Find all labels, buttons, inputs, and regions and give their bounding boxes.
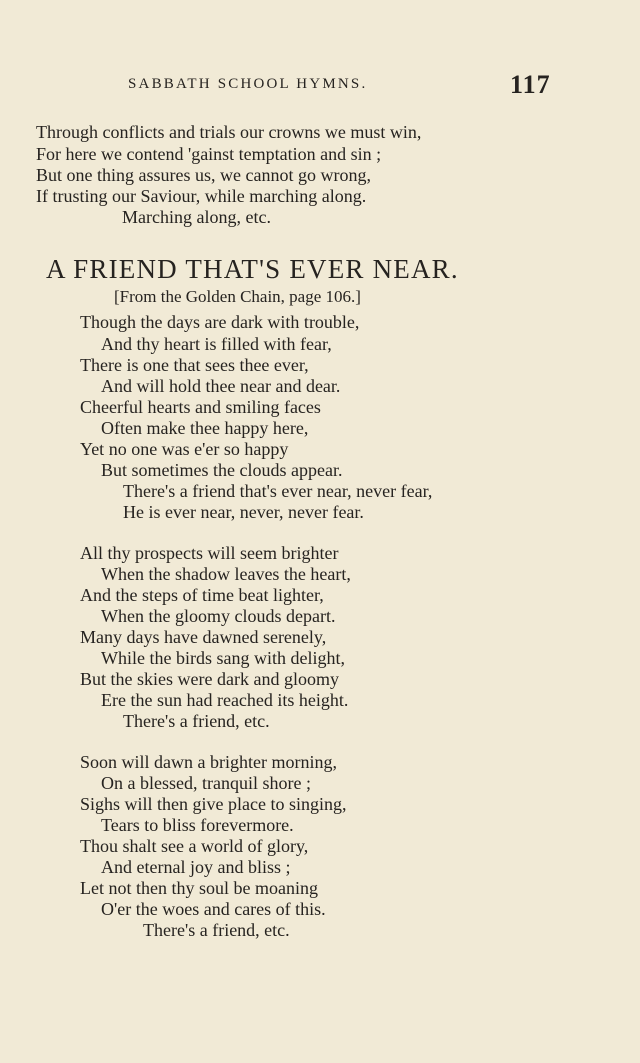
verse-3-line: Let not then thy soul be moaning	[80, 878, 318, 898]
verse-1-line: Though the days are dark with trouble,	[80, 312, 360, 332]
verse-1-line: Yet no one was e'er so happy	[80, 439, 289, 459]
verse-3-line: Tears to bliss forevermore.	[101, 815, 294, 835]
chorus-line: There's a friend that's ever near, never fear,	[123, 481, 433, 501]
previous-hymn-line: Through conflicts and trials our crowns we must win,	[36, 122, 422, 142]
previous-hymn-line: If trusting our Saviour, while marching along.	[36, 186, 367, 206]
verse-2-line: While the birds sang with delight,	[101, 648, 345, 668]
verse-1-line: Often make thee happy here,	[101, 418, 309, 438]
verse-3-line: Thou shalt see a world of glory,	[80, 836, 309, 856]
verse-2-line: And the steps of time beat lighter,	[80, 585, 324, 605]
verse-1-line: But sometimes the clouds appear.	[101, 460, 343, 480]
hymn-source: [From the Golden Chain, page 106.]	[114, 287, 361, 306]
verse-2-line: Many days have dawned serenely,	[80, 627, 327, 647]
chorus-reference: There's a friend, etc.	[123, 711, 270, 731]
page-number: 117	[510, 70, 551, 99]
verse-1-line: There is one that sees thee ever,	[80, 355, 309, 375]
verse-1-line: And will hold thee near and dear.	[101, 376, 341, 396]
verse-3-line: And eternal joy and bliss ;	[101, 857, 291, 877]
verse-1-line: Cheerful hearts and smiling faces	[80, 397, 321, 417]
verse-3-line: On a blessed, tranquil shore ;	[101, 773, 311, 793]
running-title: SABBATH SCHOOL HYMNS.	[128, 76, 368, 92]
previous-hymn-line: For here we contend 'gainst temptation and sin ;	[36, 144, 382, 164]
verse-1-line: And thy heart is filled with fear,	[101, 334, 332, 354]
verse-2-line: When the shadow leaves the heart,	[101, 564, 351, 584]
previous-hymn-line: But one thing assures us, we cannot go wrong,	[36, 165, 371, 185]
verse-3-line: Sighs will then give place to singing,	[80, 794, 347, 814]
verse-2-line: Ere the sun had reached its height.	[101, 690, 349, 710]
hymn-title: A FRIEND THAT'S EVER NEAR.	[46, 254, 459, 284]
chorus-reference: There's a friend, etc.	[143, 920, 290, 940]
verse-3-line: O'er the woes and cares of this.	[101, 899, 326, 919]
chorus-line: He is ever near, never, never fear.	[123, 502, 364, 522]
verse-2-line: All thy prospects will seem brighter	[80, 543, 339, 563]
verse-2-line: When the gloomy clouds depart.	[101, 606, 336, 626]
previous-hymn-refrain: Marching along, etc.	[122, 207, 271, 227]
verse-3-line: Soon will dawn a brighter morning,	[80, 752, 337, 772]
verse-2-line: But the skies were dark and gloomy	[80, 669, 339, 689]
